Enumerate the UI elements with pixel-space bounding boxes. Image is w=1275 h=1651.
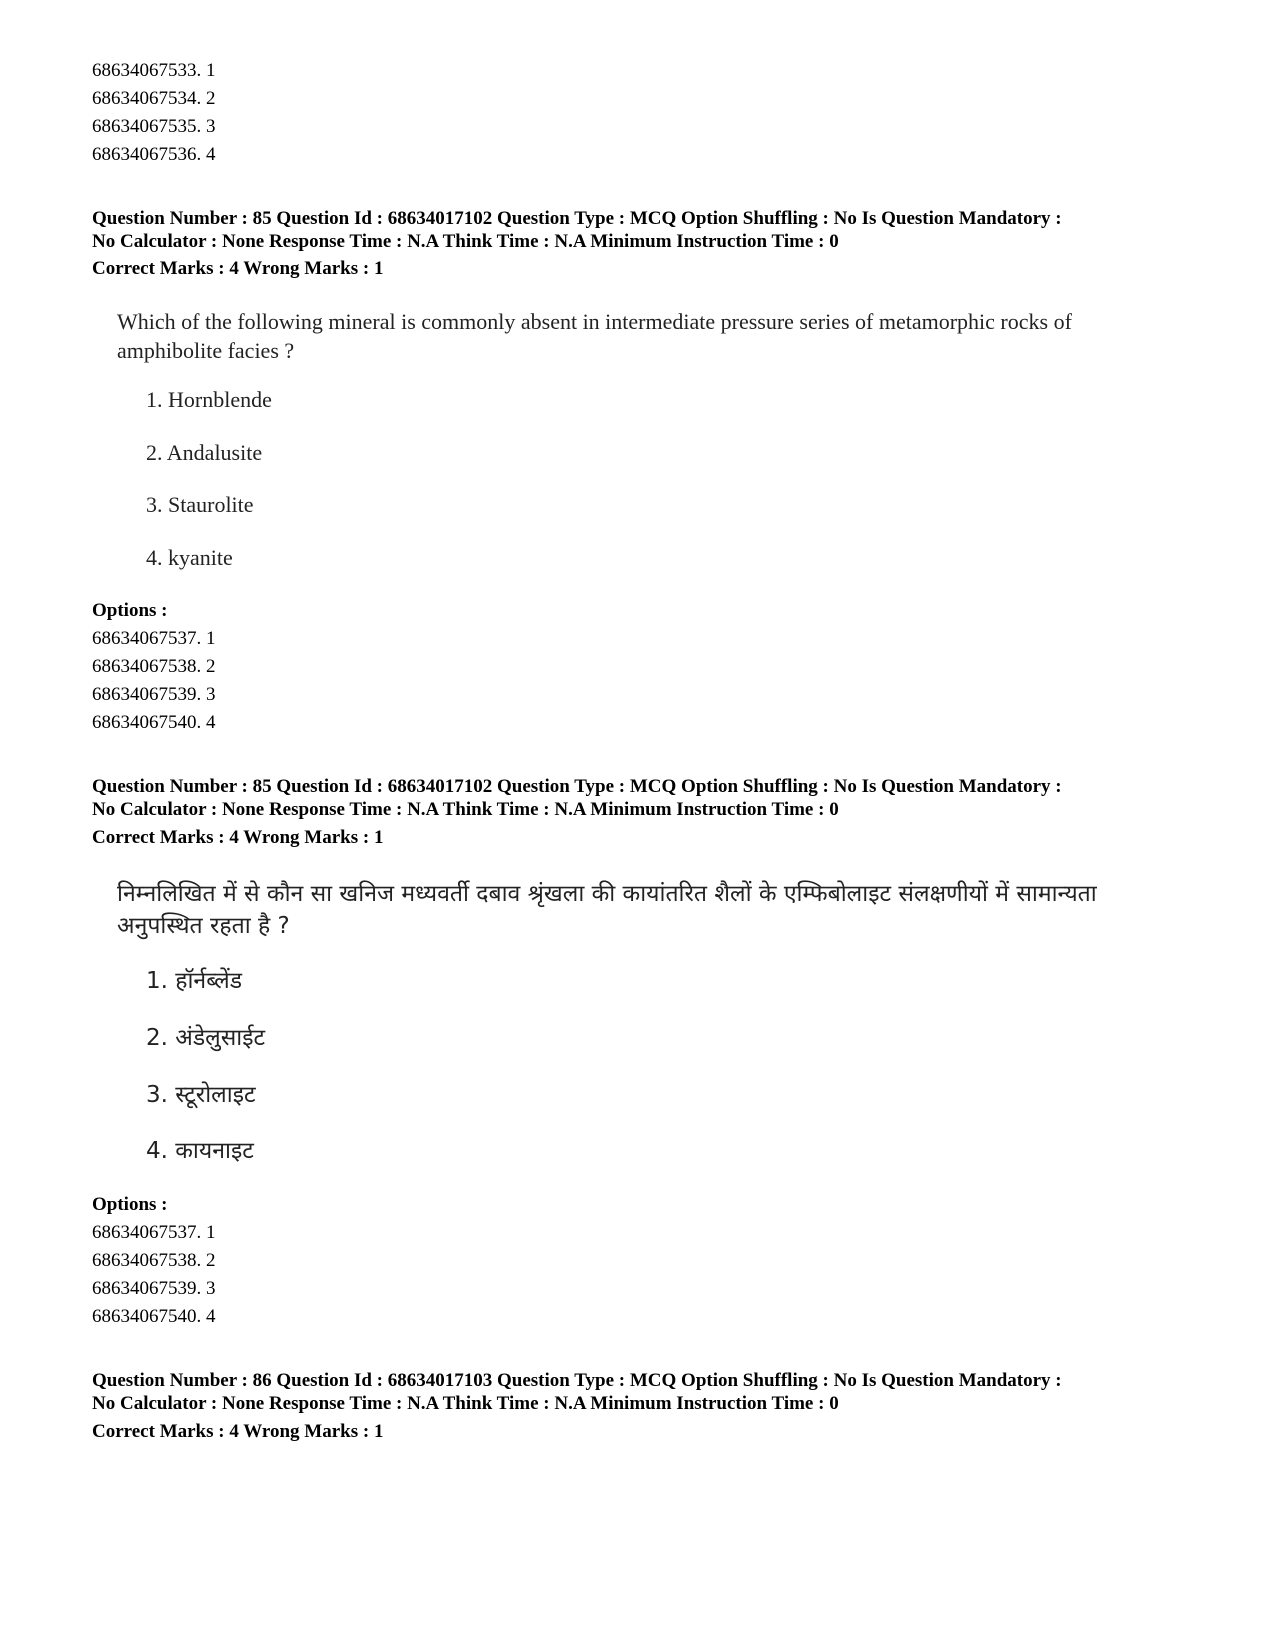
option-id-line: 68634067537. 1	[92, 1222, 216, 1243]
option-id-line: 68634067538. 2	[92, 656, 216, 677]
option-id-line: 68634067536. 4	[92, 144, 216, 165]
answer-choice: 3. स्टूरोलाइट	[146, 1082, 256, 1108]
question-marks: Correct Marks : 4 Wrong Marks : 1	[92, 1421, 384, 1442]
question-marks: Correct Marks : 4 Wrong Marks : 1	[92, 827, 384, 848]
option-id-line: 68634067540. 4	[92, 712, 216, 733]
answer-choice: 4. कायनाइट	[146, 1138, 254, 1164]
question-meta-line: Question Number : 85 Question Id : 68634017102 Question Type : MCQ Option Shuffling : No Is Question Mandatory :	[92, 776, 1062, 797]
question-meta-line: No Calculator : None Response Time : N.A Think Time : N.A Minimum Instruction Time : 0	[92, 231, 839, 252]
option-id-line: 68634067537. 1	[92, 628, 216, 649]
answer-choice: 2. अंडेलुसाईट	[146, 1025, 266, 1051]
option-id-line: 68634067535. 3	[92, 116, 216, 137]
option-id-line: 68634067533. 1	[92, 60, 216, 81]
question-text: Which of the following mineral is commonly absent in intermediate pressure series of metamorphic rocks of amphibolite facies ?	[117, 309, 1072, 363]
question-meta-line: No Calculator : None Response Time : N.A Think Time : N.A Minimum Instruction Time : 0	[92, 799, 839, 820]
answer-choice: 1. हॉर्नब्लेंड	[146, 968, 243, 994]
option-id-line: 68634067540. 4	[92, 1306, 216, 1327]
question-meta-line: No Calculator : None Response Time : N.A Think Time : N.A Minimum Instruction Time : 0	[92, 1393, 839, 1414]
option-id-line: 68634067534. 2	[92, 88, 216, 109]
answer-choice: 1. Hornblende	[146, 387, 272, 412]
answer-choice: 4. kyanite	[146, 545, 233, 570]
question-meta-line: Question Number : 86 Question Id : 68634017103 Question Type : MCQ Option Shuffling : No Is Question Mandatory :	[92, 1370, 1062, 1391]
question-marks: Correct Marks : 4 Wrong Marks : 1	[92, 258, 384, 279]
answer-choice: 3. Staurolite	[146, 492, 254, 517]
answer-choice: 2. Andalusite	[146, 440, 263, 465]
option-id-line: 68634067539. 3	[92, 684, 216, 705]
options-label: Options :	[92, 1194, 168, 1215]
options-label: Options :	[92, 600, 168, 621]
option-id-line: 68634067538. 2	[92, 1250, 216, 1271]
option-id-line: 68634067539. 3	[92, 1278, 216, 1299]
question-meta-line: Question Number : 85 Question Id : 68634017102 Question Type : MCQ Option Shuffling : No Is Question Mandatory :	[92, 208, 1062, 229]
question-text: निम्नलिखित में से कौन सा खनिज मध्यवर्ती दबाव श्रृंखला की कायांतरित शैलों के एम्फिबोलाइट संलक्षणीयों में सामान्यता अनुपस्थित रहता है ?	[117, 881, 1097, 939]
